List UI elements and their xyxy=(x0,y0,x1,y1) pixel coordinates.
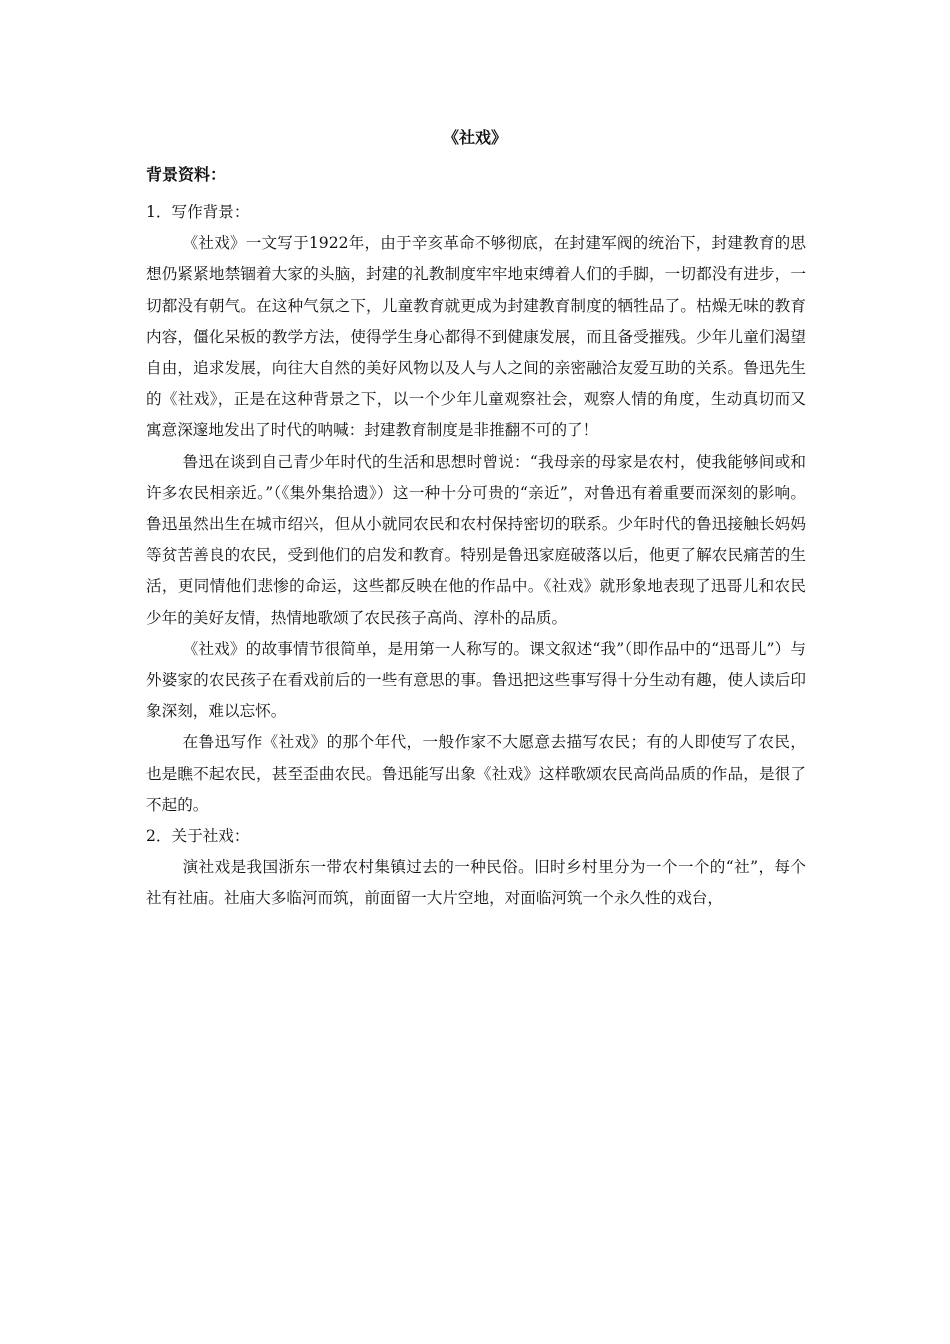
section-heading: 背景资料： xyxy=(146,165,227,184)
paragraph: 鲁迅在谈到自己青少年时代的生活和思想时曾说：“我母亲的母家是农村，使我能够间或和许多农民相亲近。”（《集外集拾遗》）这一种十分可贵的“亲近”，对鲁迅有着重要而深刻的影响。鲁迅虽然出生在城市绍兴，但从小就同农民和农村保持密切的联系。少年时代的鲁迅接触长妈妈等贫苦善良的农民，受到他们的启发和教育。特别是鲁迅家庭破落以后，他更了解农民痛苦的生活，更同情他们悲惨的命运，这些都反映在他的作品中。《社戏》就形象地表现了迅哥儿和农民少年的美好友情，热情地歌颂了农民孩子高尚、淳朴的品质。 xyxy=(146,452,806,627)
paragraph: 在鲁迅写作《社戏》的那个年代，一般作家不大愿意去描写农民；有的人即使写了农民，也是瞧不起农民，甚至歪曲农民。鲁迅能写出象《社戏》这样歌颂农民高尚品质的作品，是很了不起的。 xyxy=(146,733,806,814)
subheading-about-shexi: 2．关于社戏： xyxy=(146,827,250,846)
subheading-writing-background: 1．写作背景： xyxy=(146,203,250,221)
document-body xyxy=(146,197,806,915)
document-title: 《社戏》 xyxy=(442,128,507,147)
paragraph: 《社戏》的故事情节很简单，是用第一人称写的。课文叙述“我”（即作品中的“迅哥儿”）与外婆家的农民孩子在看戏前后的一些有意思的事。鲁迅把这些事写得十分生动有趣，使人读后印象深刻，难以忘怀。 xyxy=(146,639,806,721)
paragraph: 演社戏是我国浙东一带农村集镇过去的一种民俗。旧时乡村里分为一个一个的“社”，每个社有社庙。社庙大多临河而筑，前面留一大片空地，对面临河筑一个永久性的戏台， xyxy=(146,858,806,908)
paragraph: 《社戏》一文写于1922年，由于辛亥革命不够彻底，在封建军阀的统治下，封建教育的思想仍紧紧地禁锢着大家的头脑，封建的礼教制度牢牢地束缚着人们的手脚，一切都没有进步，一切都没有朝气。在这种气氛之下，儿童教育就更成为封建教育制度的牺牲品了。枯燥无味的教育内容，僵化呆板的教学方法，使得学生身心都得不到健康发展，而且备受摧残。少年儿童们渴望自由，追求发展，向往大自然的美好风物以及人与人之间的亲密融洽友爱互助的关系。鲁迅先生的《社戏》，正是在这种背景之下，以一个少年儿童观察社会，观察人情的角度，生动真切而又寓意深邃地发出了时代的呐喊：封建教育制度是非推翻不可的了！ xyxy=(146,234,806,440)
